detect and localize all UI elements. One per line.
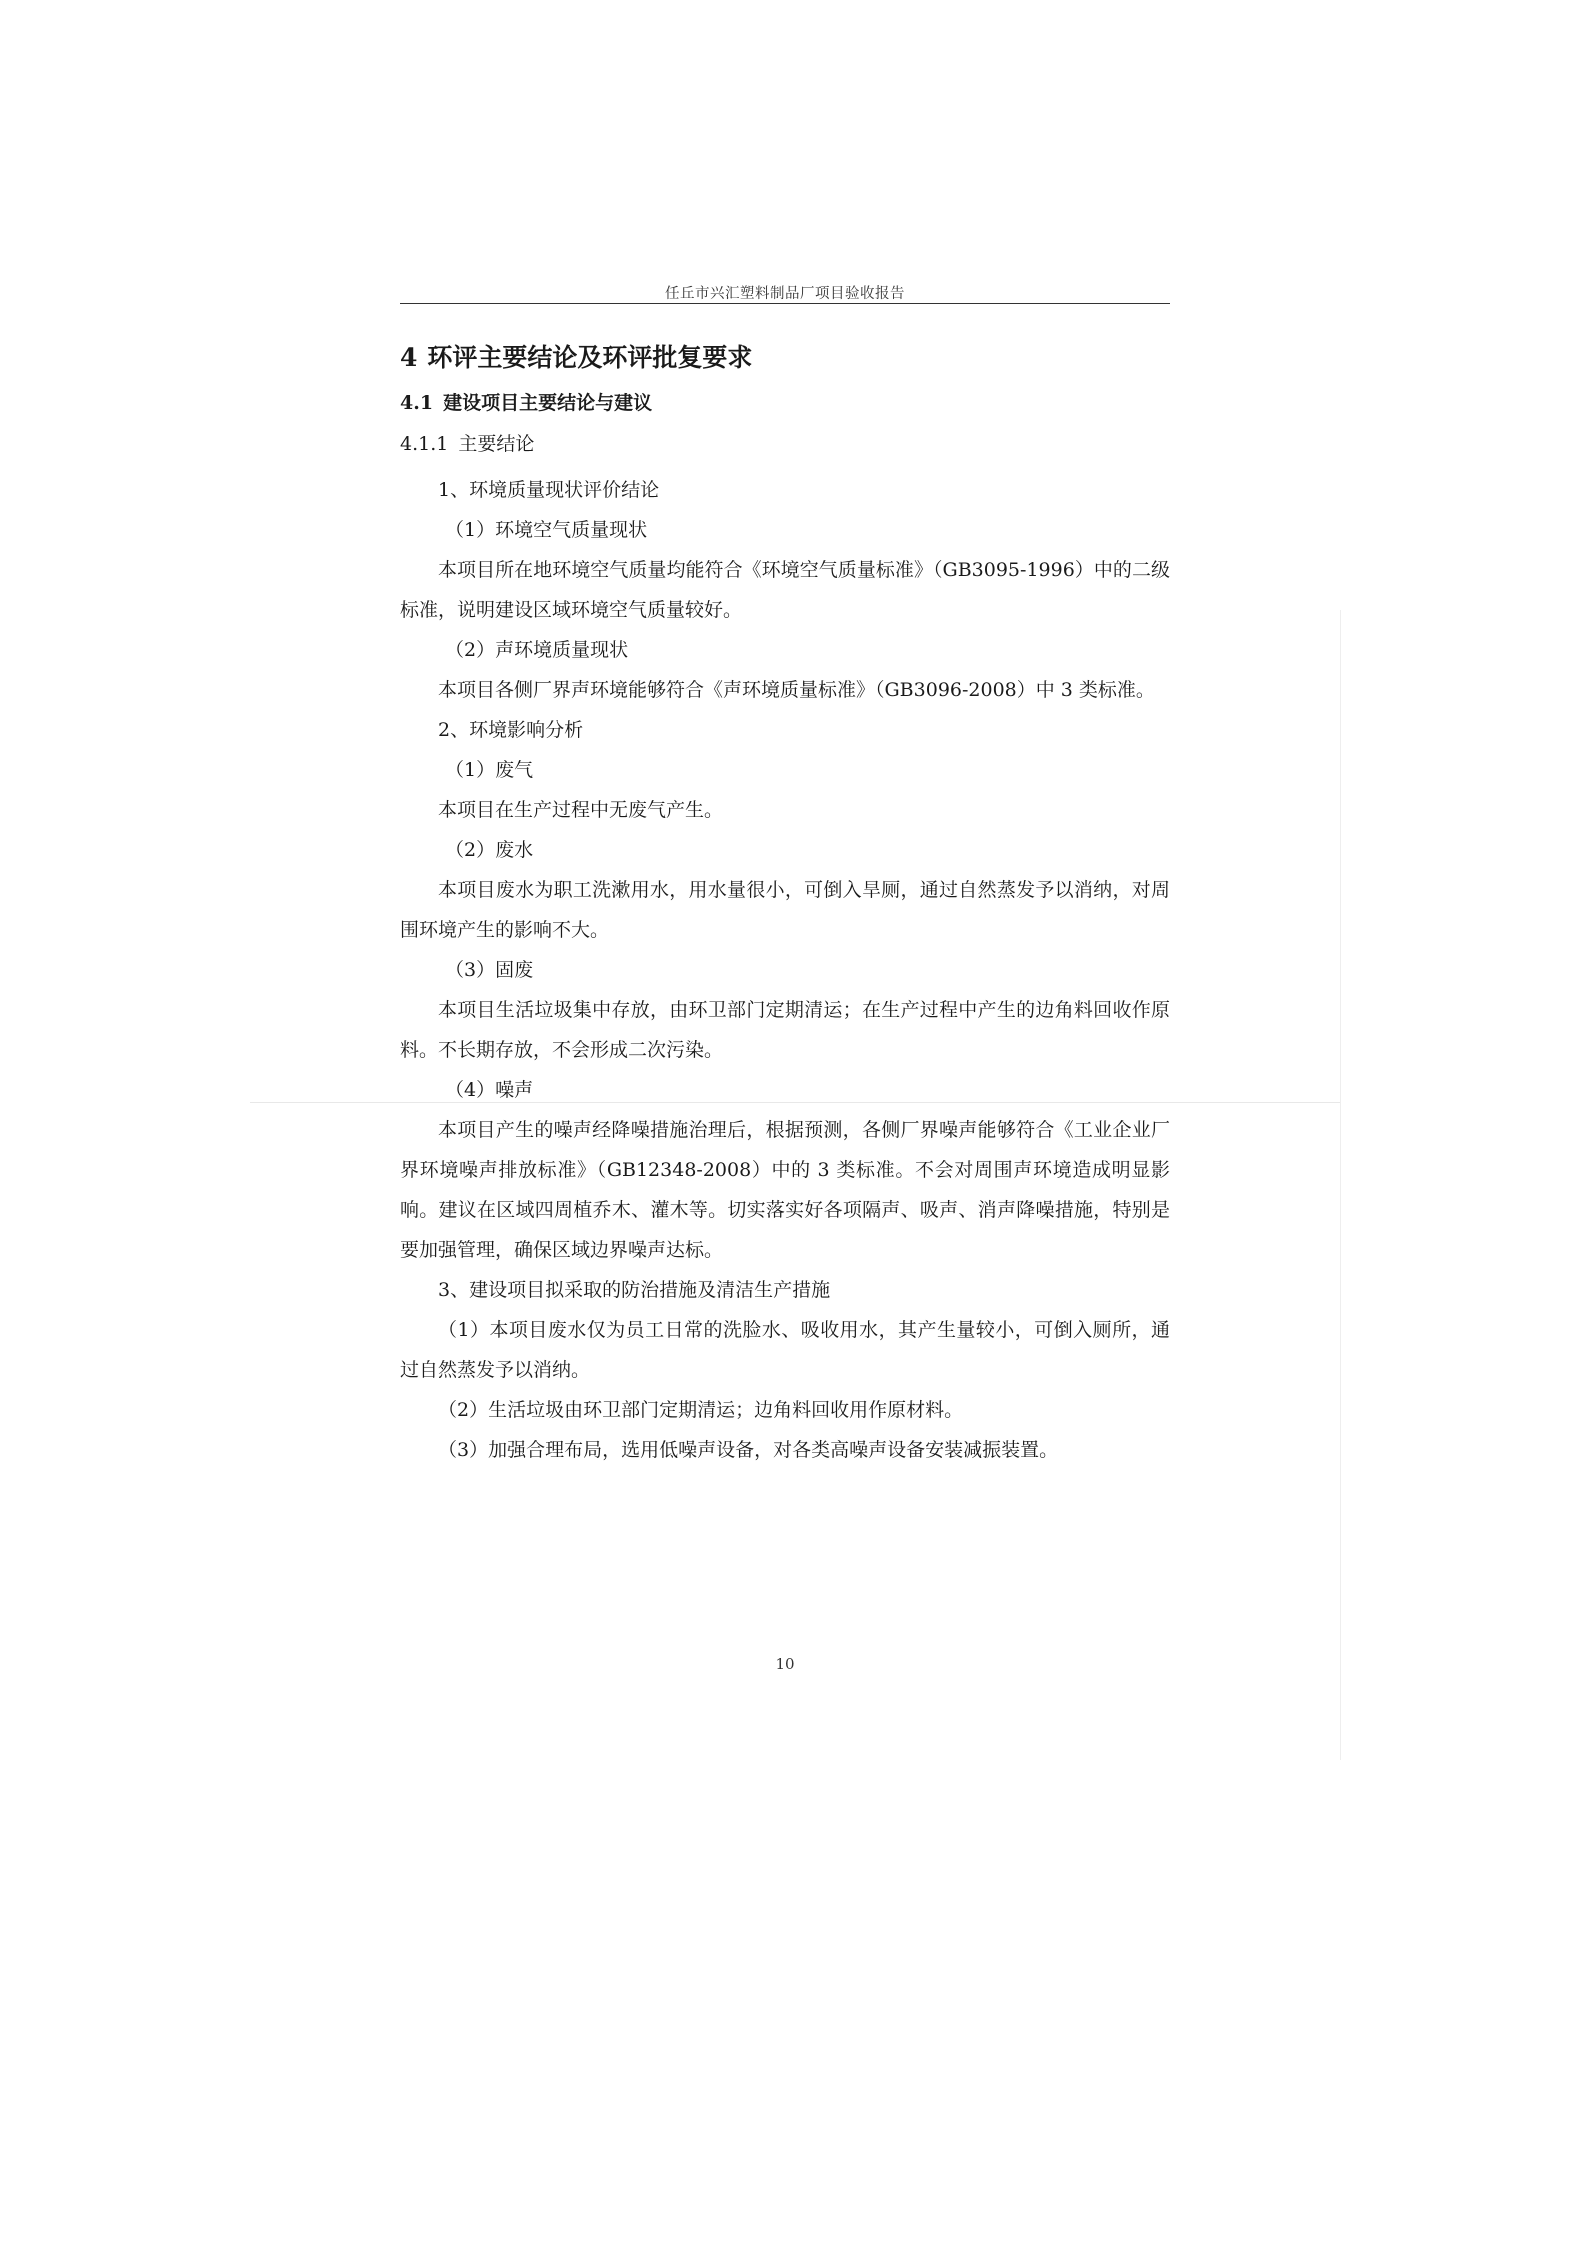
sub-item-heading: （4）噪声 (445, 1079, 534, 1101)
item-heading: 1、环境质量现状评价结论 (438, 479, 660, 501)
section-title: 环评主要结论及环评批复要求 (427, 343, 753, 372)
paragraph: 本项目废水为职工洗漱用水，用水量很小，可倒入旱厕，通过自然蒸发予以消纳，对周围环境产生的影响不大。 (400, 879, 1170, 941)
subsubsection-heading (400, 430, 1170, 458)
paragraph: 本项目所在地环境空气质量均能符合《环境空气质量标准》（GB3095-1996）中的二级标准，说明建设区域环境空气质量较好。 (400, 559, 1170, 621)
section-heading (400, 340, 1170, 376)
sub-item-heading: （1）废气 (445, 759, 534, 781)
subsection-title: 建设项目主要结论与建议 (443, 392, 653, 414)
paragraph: 本项目在生产过程中无废气产生。 (438, 799, 724, 821)
page-number: 10 (775, 1655, 795, 1673)
sub-item-heading: （1）环境空气质量现状 (445, 519, 648, 541)
scan-edge-line (1340, 610, 1341, 1760)
main-content (400, 340, 1170, 1470)
paragraph: （2）生活垃圾由环卫部门定期清运；边角料回收用作原材料。 (438, 1399, 964, 1421)
sub-item-heading: （3）固废 (445, 959, 534, 981)
sub-item-heading: （2）声环境质量现状 (445, 639, 629, 661)
paragraph: （1）本项目废水仅为员工日常的洗脸水、吸收用水，其产生量较小，可倒入厕所，通过自然蒸发予以消纳。 (400, 1319, 1170, 1381)
subsubsection-title: 主要结论 (458, 433, 535, 455)
paragraph: 本项目各侧厂界声环境能够符合《声环境质量标准》（GB3096-2008）中 3 类标准。 (438, 679, 1155, 701)
sub-item-heading: （2）废水 (445, 839, 534, 861)
paragraph: 本项目生活垃圾集中存放，由环卫部门定期清运；在生产过程中产生的边角料回收作原料。不长期存放，不会形成二次污染。 (400, 999, 1170, 1061)
subsubsection-number: 4.1.1 (400, 433, 449, 455)
paragraph: （3）加强合理布局，选用低噪声设备，对各类高噪声设备安装减振装置。 (438, 1439, 1059, 1461)
item-heading: 2、环境影响分析 (438, 719, 584, 741)
running-header: 任丘市兴汇塑料制品厂项目验收报告 (665, 286, 905, 302)
item-heading: 3、建设项目拟采取的防治措施及清洁生产措施 (438, 1279, 831, 1301)
paragraph: 本项目产生的噪声经降噪措施治理后，根据预测，各侧厂界噪声能够符合《工业企业厂界环境噪声排放标准》（GB12348-2008）中的 3 类标准。不会对周围声环境造成明显影响。建议在区域四周植乔木、灌木等。切实落实好各项隔声、吸声、消声降噪措施，特别是要加强管理，确保区域边界噪声达标。 (400, 1119, 1170, 1261)
header-rule (400, 303, 1170, 304)
section-number: 4 (400, 343, 418, 372)
subsection-heading (400, 389, 1170, 417)
subsection-number: 4.1 (400, 392, 434, 414)
